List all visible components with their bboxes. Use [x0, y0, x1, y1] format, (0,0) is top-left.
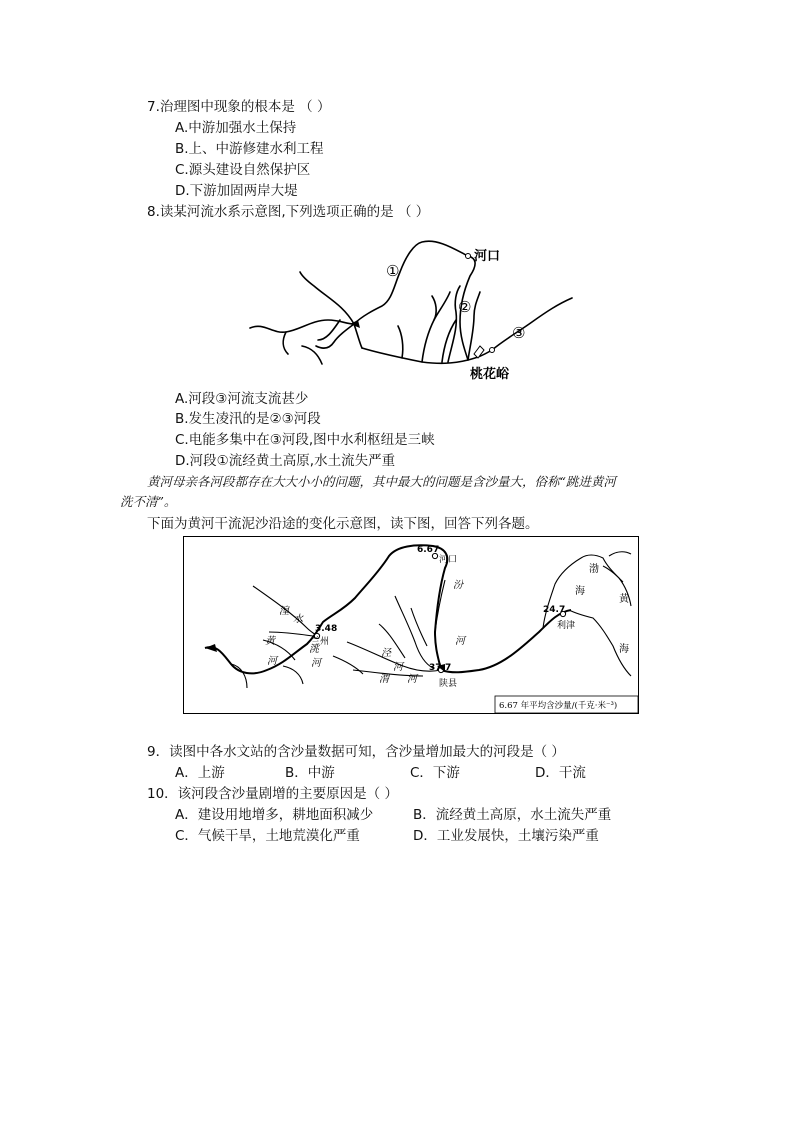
question-10-option-b: B．流经黄土高原，水土流失严重 [413, 807, 612, 823]
place-lijin: 利津 [557, 621, 576, 631]
question-8-option-c: C.电能多集中在③河段,图中水利枢纽是三峡 [175, 432, 435, 448]
label-taohuayu: 桃花峪 [470, 367, 510, 382]
main-river-path [250, 241, 572, 360]
question-7-stem: 7.治理图中现象的根本是 （ ） [147, 99, 331, 115]
map-intro: 下面为黄河干流泥沙沿途的变化示意图，读下图，回答下列各题。 [147, 516, 539, 532]
river-jing-1: 泾 [381, 648, 391, 659]
river-huanghe-1: 黄 [265, 636, 275, 647]
question-9-option-d: D．干流 [535, 765, 586, 781]
river-huang-shui-1: 湟 [279, 606, 289, 617]
question-8-option-b: B.发生凌汛的是②③河段 [175, 411, 321, 427]
question-8-option-d: D.河段①流经黄土高原,水土流失严重 [175, 453, 396, 469]
question-10-option-a: A．建设用地增多，耕地面积减少 [175, 807, 374, 823]
place-hekou: 河口 [439, 555, 458, 565]
question-8-option-a: A.河段③河流支流甚少 [175, 391, 309, 407]
place-shanxian: 陕县 [439, 679, 458, 689]
passage-line-2: 洗不清”。 [120, 494, 177, 509]
river-wei-1: 渭 [379, 674, 389, 685]
hekou-point [466, 254, 471, 259]
question-9-option-a: A．上游 [175, 765, 225, 781]
yellow-river-sediment-map [183, 536, 639, 714]
river-huanghe-2: 河 [267, 656, 277, 667]
river-jing-2: 河 [393, 662, 403, 673]
label-section-3: ③ [512, 324, 526, 342]
question-7-option-d: D.下游加固两岸大堤 [175, 183, 298, 199]
river-fen-2: 河 [455, 636, 465, 647]
place-lanzhou: 兰州 [311, 637, 330, 647]
label-section-1: ① [386, 262, 400, 280]
question-10-option-c: C．气候干旱，土地荒漠化严重 [175, 828, 360, 844]
dam-marker [474, 346, 484, 358]
label-hekou: 河口 [474, 249, 501, 264]
river-fen-1: 汾 [453, 580, 463, 591]
river-huang-shui-2: 水 [293, 614, 303, 625]
label-section-2: ② [458, 298, 472, 316]
river-tao-1: 洮 [309, 644, 319, 655]
question-9-option-b: B．中游 [285, 765, 335, 781]
value-shanxian: 37.7 [429, 663, 452, 673]
sea-huang-2: 海 [619, 644, 629, 655]
taohuayu-point [490, 348, 495, 353]
river-wei-2: 河 [407, 674, 417, 685]
sea-bo-2: 海 [575, 586, 585, 597]
question-9-stem: 9．读图中各水文站的含沙量数据可知，含沙量增加最大的河段是（ ） [147, 744, 565, 760]
passage-line-1: 黄河母亲各河段都存在大大小小的问题，其中最大的问题是含沙量大，俗称“跳进黄河 [147, 474, 616, 489]
question-7-option-b: B.上、中游修建水利工程 [175, 141, 324, 157]
value-lanzhou: 3.48 [315, 624, 338, 634]
question-7-option-a: A.中游加强水土保持 [175, 120, 297, 136]
question-7-option-c: C.源头建设自然保护区 [175, 162, 311, 178]
river-system-diagram [242, 236, 582, 386]
question-10-option-d: D．工业发展快，土壤污染严重 [413, 828, 599, 844]
river-tao-2: 河 [311, 658, 321, 669]
question-9-option-c: C．下游 [410, 765, 460, 781]
question-10-stem: 10．该河段含沙量剧增的主要原因是（ ） [147, 786, 398, 802]
sea-huang: 黄 [619, 594, 629, 605]
value-lijin: 24.7 [543, 605, 566, 615]
question-8-stem: 8.读某河流水系示意图,下列选项正确的是 （ ） [147, 204, 430, 220]
sea-bo: 渤 [589, 564, 599, 575]
value-hekou: 6.67 [417, 545, 440, 555]
map-legend: 6.67 年平均含沙量/(千克·米⁻³) [499, 701, 618, 711]
